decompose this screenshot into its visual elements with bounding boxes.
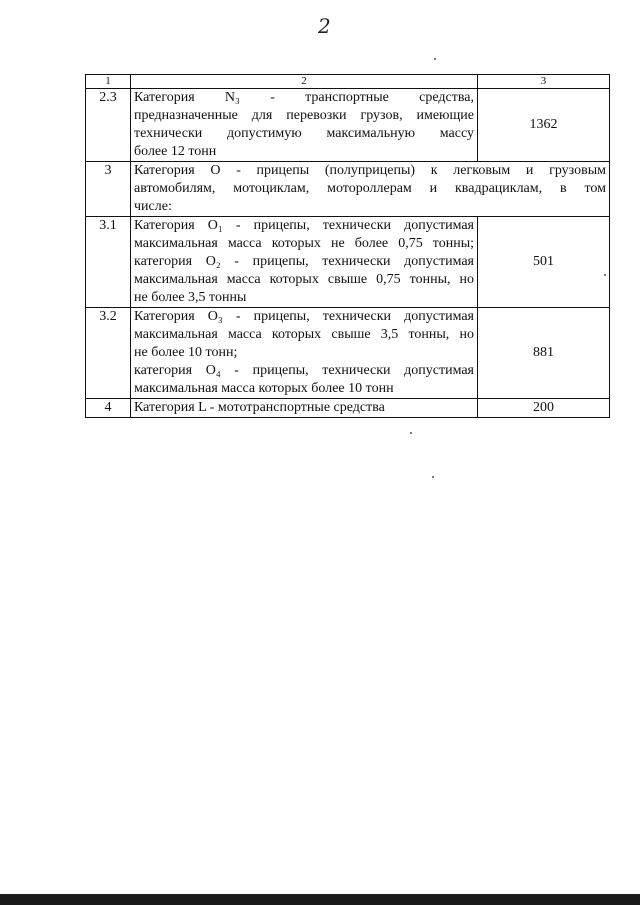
row-number: 3.1 bbox=[86, 217, 131, 308]
table-row bbox=[86, 217, 610, 308]
row-number: 3 bbox=[86, 162, 131, 217]
table-header-row bbox=[86, 75, 610, 89]
description-line: максимальная масса которых не более 0,75 тонны; bbox=[134, 236, 474, 251]
row-description bbox=[131, 308, 478, 399]
row-number: 3.2 bbox=[86, 308, 131, 399]
row-value: 881 bbox=[478, 308, 610, 399]
description-line: не более 10 тонн; bbox=[134, 345, 238, 360]
header-col-1: 1 bbox=[86, 75, 131, 89]
description-line: максимальная масса которых свыше 0,75 тонны, но bbox=[134, 272, 474, 287]
description-line: автомобилям, мотоциклам, мотороллерам и квадрациклам, в том bbox=[134, 181, 606, 196]
scan-speck bbox=[604, 274, 606, 276]
table-row bbox=[86, 162, 610, 217]
row-description bbox=[131, 89, 478, 162]
row-description bbox=[131, 399, 478, 418]
row-value: 200 bbox=[478, 399, 610, 418]
description-line: технически допустимую максимальную массу bbox=[134, 126, 474, 141]
description-line: числе: bbox=[134, 199, 172, 214]
table-row bbox=[86, 399, 610, 418]
description-line: Категория N₃ - транспортные средства, bbox=[134, 90, 474, 105]
scan-speck bbox=[434, 58, 436, 60]
scan-speck bbox=[410, 432, 412, 434]
page-number: 2 bbox=[318, 14, 331, 38]
scan-bottom-edge bbox=[0, 894, 640, 905]
header-col-2: 2 bbox=[131, 75, 478, 89]
header-col-3: 3 bbox=[478, 75, 610, 89]
description-line: Категория O - прицепы (полуприцепы) к легковым и грузовым bbox=[134, 163, 606, 178]
tariff-table bbox=[85, 74, 610, 418]
description-line: категория O₄ - прицепы, технически допустимая bbox=[134, 363, 474, 378]
row-description bbox=[131, 217, 478, 308]
row-description bbox=[131, 162, 610, 217]
row-number: 4 bbox=[86, 399, 131, 418]
scan-speck bbox=[432, 476, 434, 478]
description-line: предназначенные для перевозки грузов, имеющие bbox=[134, 108, 474, 123]
description-line: не более 3,5 тонны bbox=[134, 290, 247, 305]
row-value: 1362 bbox=[478, 89, 610, 162]
table-row bbox=[86, 89, 610, 162]
description-line: Категория L - мототранспортные средства bbox=[134, 400, 385, 415]
description-line: максимальная масса которых свыше 3,5 тонны, но bbox=[134, 327, 474, 342]
description-line: максимальная масса которых более 10 тонн bbox=[134, 381, 394, 396]
table-row bbox=[86, 308, 610, 399]
row-value: 501 bbox=[478, 217, 610, 308]
description-line: Категория O₁ - прицепы, технически допустимая bbox=[134, 218, 474, 233]
description-line: более 12 тонн bbox=[134, 144, 217, 159]
description-line: категория O₂ - прицепы, технически допустимая bbox=[134, 254, 474, 269]
description-line: Категория O₃ - прицепы, технически допустимая bbox=[134, 309, 474, 324]
row-number: 2.3 bbox=[86, 89, 131, 162]
